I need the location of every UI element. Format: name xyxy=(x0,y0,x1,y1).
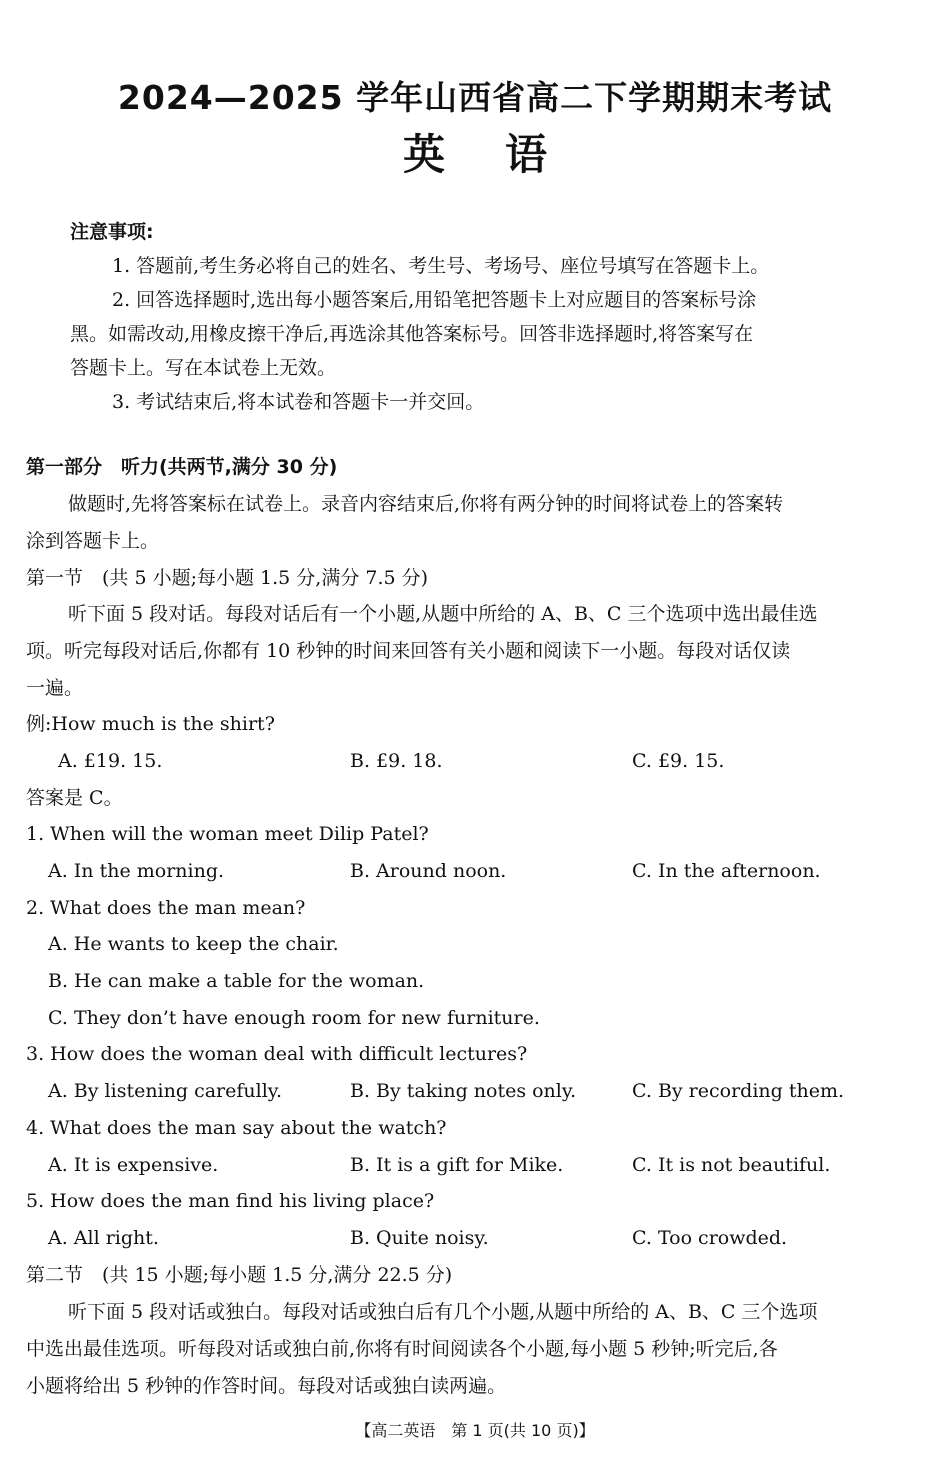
q2-option-b: B. He can make a table for the woman. xyxy=(48,970,425,992)
q3-option-b: B. By taking notes only. xyxy=(350,1080,577,1102)
q2-option-a: A. He wants to keep the chair. xyxy=(48,933,339,955)
notice-heading: 注意事项: xyxy=(70,221,154,243)
example-option-b: B. £9. 18. xyxy=(350,750,443,772)
example-answer: 答案是 C。 xyxy=(26,787,123,809)
q1-option-b: B. Around noon. xyxy=(350,860,507,882)
section1-intro-2: 项。听完每段对话后,你都有 10 秒钟的时间来回答有关小题和阅读下一小题。每段对话仅读 xyxy=(26,640,791,662)
part1-intro-2: 涂到答题卡上。 xyxy=(26,530,160,552)
section1-intro-3: 一遍。 xyxy=(26,677,84,699)
section1-heading: 第一节 (共 5 小题;每小题 1.5 分,满分 7.5 分) xyxy=(26,567,429,589)
section2-intro-1: 听下面 5 段对话或独白。每段对话或独白后有几个小题,从题中所给的 A、B、C 三个选项 xyxy=(68,1301,818,1323)
q4-option-b: B. It is a gift for Mike. xyxy=(350,1154,564,1176)
q3-option-c: C. By recording them. xyxy=(632,1080,845,1102)
q1-option-c: C. In the afternoon. xyxy=(632,860,821,882)
part1-heading: 第一部分 听力(共两节,满分 30 分) xyxy=(26,456,338,478)
exam-subject: 英语 xyxy=(402,130,607,179)
section1-intro-1: 听下面 5 段对话。每段对话后有一个小题,从题中所给的 A、B、C 三个选项中选出最佳选 xyxy=(68,603,818,625)
notice-item-2-cont2: 答题卡上。写在本试卷上无效。 xyxy=(70,357,337,379)
q5-option-c: C. Too crowded. xyxy=(632,1227,788,1249)
question-4: 4. What does the man say about the watch? xyxy=(26,1117,447,1139)
notice-item-3: 3. 考试结束后,将本试卷和答题卡一并交回。 xyxy=(112,391,485,413)
notice-item-2: 2. 回答选择题时,选出每小题答案后,用铅笔把答题卡上对应题目的答案标号涂 xyxy=(112,289,757,311)
question-3: 3. How does the woman deal with difficult lectures? xyxy=(26,1043,528,1065)
q1-option-a: A. In the morning. xyxy=(48,860,225,882)
q5-option-a: A. All right. xyxy=(48,1227,159,1249)
q4-option-a: A. It is expensive. xyxy=(48,1154,219,1176)
example-option-c: C. £9. 15. xyxy=(632,750,725,772)
page-footer: 【高二英语 第 1 页(共 10 页)】 xyxy=(355,1421,595,1440)
section2-heading: 第二节 (共 15 小题;每小题 1.5 分,满分 22.5 分) xyxy=(26,1264,453,1286)
question-2: 2. What does the man mean? xyxy=(26,897,306,919)
q5-option-b: B. Quite noisy. xyxy=(350,1227,489,1249)
section2-intro-2: 中选出最佳选项。听每段对话或独白前,你将有时间阅读各个小题,每小题 5 秒钟;听完后,各 xyxy=(26,1338,778,1360)
section2-intro-3: 小题将给出 5 秒钟的作答时间。每段对话或独白读两遍。 xyxy=(26,1375,507,1397)
q2-option-c: C. They don’t have enough room for new furniture. xyxy=(48,1007,540,1029)
example-option-a: A. £19. 15. xyxy=(58,750,163,772)
q3-option-a: A. By listening carefully. xyxy=(48,1080,283,1102)
exam-title: 2024—2025 学年山西省高二下学期期末考试 xyxy=(117,78,833,117)
question-5: 5. How does the man find his living place? xyxy=(26,1190,435,1212)
notice-item-2-cont: 黑。如需改动,用橡皮擦干净后,再选涂其他答案标号。回答非选择题时,将答案写在 xyxy=(70,323,754,345)
notice-item-1: 1. 答题前,考生务必将自己的姓名、考生号、考场号、座位号填写在答题卡上。 xyxy=(112,255,770,277)
question-1: 1. When will the woman meet Dilip Patel? xyxy=(26,823,429,845)
example-question: 例:How much is the shirt? xyxy=(26,713,275,735)
part1-intro-1: 做题时,先将答案标在试卷上。录音内容结束后,你将有两分钟的时间将试卷上的答案转 xyxy=(68,493,784,515)
q4-option-c: C. It is not beautiful. xyxy=(632,1154,831,1176)
